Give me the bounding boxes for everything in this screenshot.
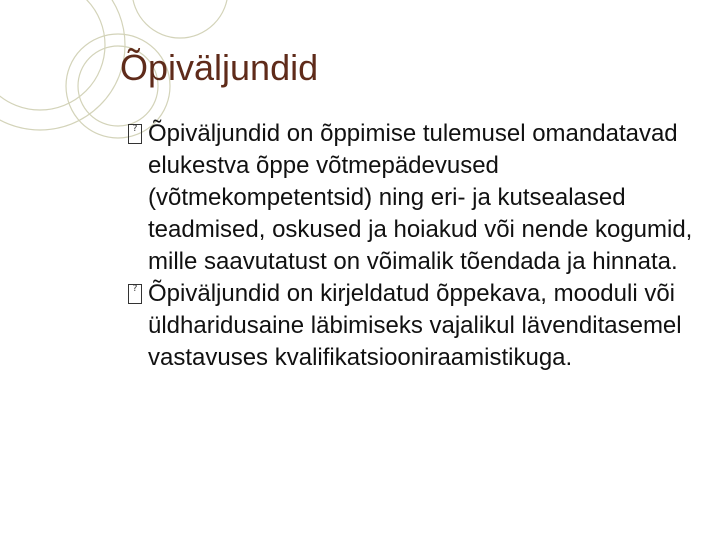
ring-middle	[0, 0, 105, 110]
missing-glyph-bullet-icon: ?	[128, 284, 142, 304]
slide-title: Õpiväljundid	[120, 47, 319, 88]
ring-top	[132, 0, 228, 38]
bullet-text: Õpiväljundid on õppimise tulemusel omandatavad elukestva õppe võtmepädevused (võtmekompetentsid) ning eri- ja kutsealased teadmised, oskused ja hoiakud või nende kogumid, mille saavutatust on võimalik tõendada ja hinnata.	[148, 120, 693, 275]
bullet-text: Õpiväljundid on kirjeldatud õppekava, mooduli või üldharidusaine läbimiseks vajalikul lävenditasemel vastavuses kvalifikatsiooniraamistikuga.	[148, 280, 682, 371]
bullet-item	[128, 278, 713, 374]
missing-glyph-bullet-icon: ?	[128, 124, 142, 144]
bullet-list	[128, 118, 713, 374]
bullet-item	[128, 118, 713, 278]
ring-outer	[0, 0, 125, 130]
